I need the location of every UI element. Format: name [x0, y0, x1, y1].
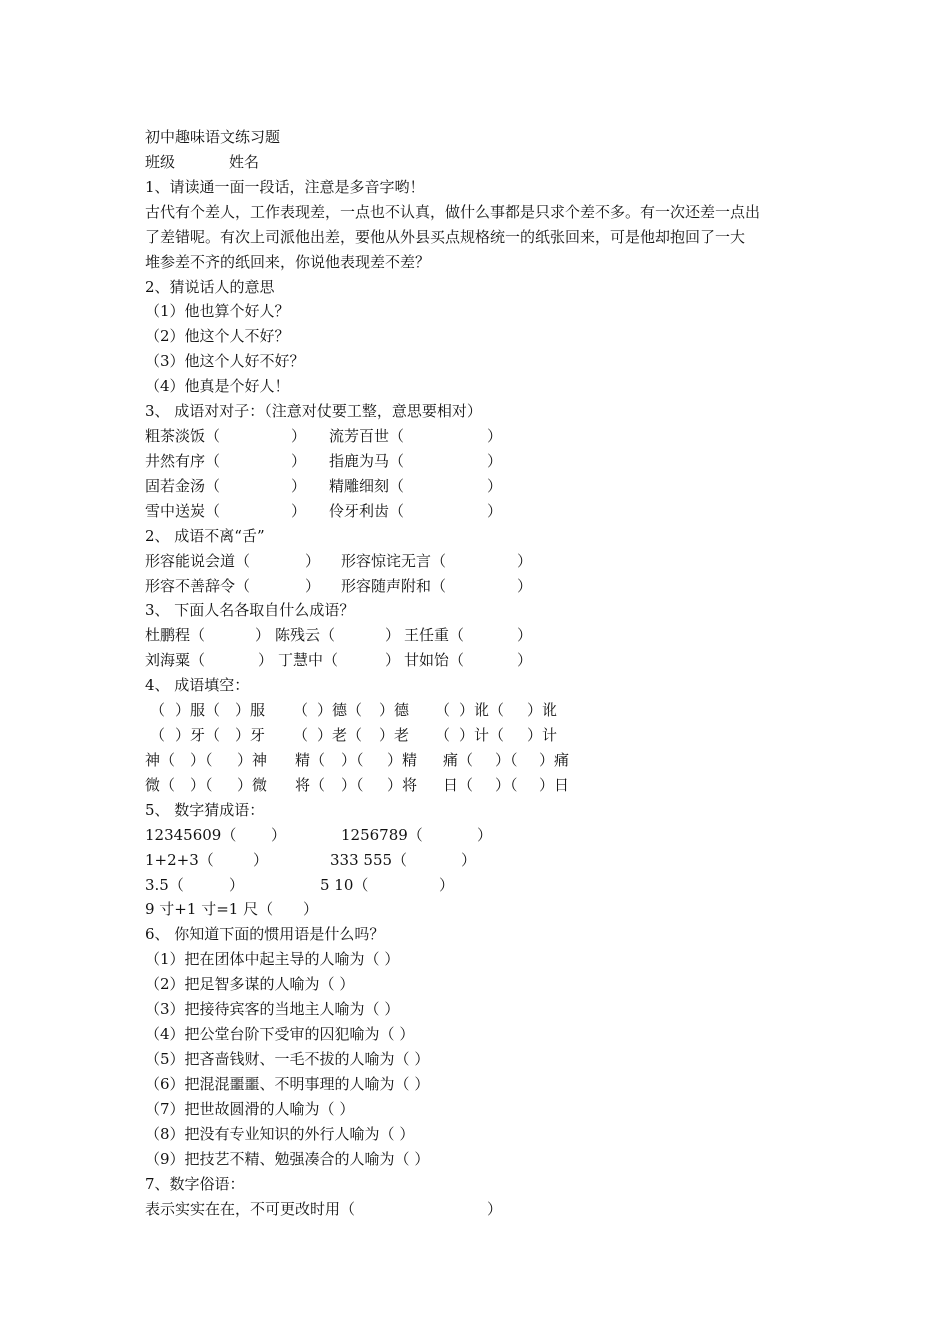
- idiom-prompt: 粗茶淡饭（: [145, 427, 221, 445]
- fill-part: （: [293, 701, 309, 719]
- number-prompt: 3.5（: [145, 876, 184, 894]
- idiom-prompt: 井然有序（: [145, 452, 221, 470]
- q8-item: （5）把吝啬钱财、一毛不拔的人喻为（ ）: [145, 1050, 430, 1068]
- idiom-prompt: 固若金汤（: [145, 477, 221, 495]
- fill-part: ）精: [387, 751, 418, 769]
- fill-part: 神（: [145, 751, 176, 769]
- bracket-close: ）: [305, 552, 321, 570]
- bracket-close: ）: [271, 826, 287, 844]
- name-prompt: 甘如饴（: [404, 651, 465, 669]
- name-prompt: 杜鹏程（: [145, 626, 206, 644]
- q2-item: （3）他这个人好不好？: [145, 352, 305, 370]
- fill-part: ）牙（: [175, 726, 221, 744]
- bracket-close: ）: [517, 552, 533, 570]
- q1-paragraph-line: 堆参差不齐的纸回来，你说他表现差不差？: [145, 253, 431, 271]
- q7-heading: 5、 数字猜成语：: [145, 801, 265, 819]
- fill-part: ）（: [190, 776, 213, 794]
- fill-part: （: [435, 701, 451, 719]
- fill-part: ）牙: [235, 726, 266, 744]
- fill-part: ）德: [379, 701, 410, 719]
- fill-part: ）讹: [527, 701, 558, 719]
- q3-heading: 3、 成语对对子：（注意对仗要工整，意思要相对）: [145, 402, 482, 420]
- fill-part: ）服（: [175, 701, 221, 719]
- bracket-close: ）: [385, 651, 401, 669]
- bracket-close: ）: [385, 626, 401, 644]
- name-prompt: 丁慧中（: [278, 651, 339, 669]
- q5-heading: 3、 下面人名各取自什么成语？: [145, 601, 355, 619]
- number-prompt: 1+2+3（: [145, 851, 214, 869]
- fill-part: ）微: [237, 776, 268, 794]
- fill-part: ）（: [495, 776, 518, 794]
- bracket-close: ）: [487, 452, 503, 470]
- fill-part: ）将: [387, 776, 418, 794]
- fill-part: ）神: [237, 751, 268, 769]
- bracket-close: ）: [439, 876, 455, 894]
- fill-part: 微（: [145, 776, 176, 794]
- bracket-close: ）: [487, 477, 503, 495]
- fill-part: ）（: [495, 751, 518, 769]
- idiom-prompt: 精雕细刻（: [329, 477, 405, 495]
- fill-part: ）德（: [317, 701, 363, 719]
- q8-item: （3）把接待宾客的当地主人喻为（ ）: [145, 1000, 400, 1018]
- number-prompt: 12345609（: [145, 826, 237, 844]
- q8-item: （2）把足智多谋的人喻为（ ）: [145, 975, 355, 993]
- bracket-close: ）: [477, 826, 493, 844]
- bracket-close: ）: [303, 900, 319, 918]
- bracket-close: ）: [258, 651, 274, 669]
- bracket-close: ）: [517, 577, 533, 595]
- q9-heading: 7、数字俗语：: [145, 1175, 245, 1193]
- q8-item: （1）把在团体中起主导的人喻为（ ）: [145, 950, 400, 968]
- fill-part: ）计（: [459, 726, 505, 744]
- fill-part: （: [150, 701, 166, 719]
- bracket-close: ）: [305, 577, 321, 595]
- q8-heading: 6、 你知道下面的惯用语是什么吗？: [145, 925, 385, 943]
- fill-part: ）老: [379, 726, 410, 744]
- idiom-prompt: 形容不善辞令（: [145, 577, 251, 595]
- fill-part: ）日: [539, 776, 570, 794]
- fill-part: 将（: [295, 776, 326, 794]
- number-prompt: 1256789（: [341, 826, 423, 844]
- fill-part: 痛（: [443, 751, 474, 769]
- name-prompt: 陈残云（: [275, 626, 336, 644]
- q2-heading: 2、猜说话人的意思: [145, 278, 275, 296]
- bracket-close: ）: [253, 851, 269, 869]
- fill-part: ）痛: [539, 751, 570, 769]
- fill-part: ）（: [341, 751, 364, 769]
- name-prompt: 王任重（: [404, 626, 465, 644]
- bracket-close: ）: [487, 427, 503, 445]
- idiom-prompt: 伶牙利齿（: [329, 502, 405, 520]
- q2-item: （2）他这个人不好？: [145, 327, 290, 345]
- name-prompt: 刘海粟（: [145, 651, 206, 669]
- number-prompt: 9 寸+1 寸=1 尺（: [145, 900, 274, 918]
- fill-part: ）（: [190, 751, 213, 769]
- q2-item: （4）他真是个好人！: [145, 377, 290, 395]
- bracket-close: ）: [487, 1200, 503, 1218]
- q2-item: （1）他也算个好人？: [145, 302, 290, 320]
- bracket-close: ）: [291, 477, 307, 495]
- idiom-prompt: 形容随声附和（: [341, 577, 447, 595]
- idiom-prompt: 形容能说会道（: [145, 552, 251, 570]
- fill-part: ）老（: [317, 726, 363, 744]
- bracket-close: ）: [291, 427, 307, 445]
- q8-item: （7）把世故圆滑的人喻为（ ）: [145, 1100, 355, 1118]
- idiom-prompt: 形容惊诧无言（: [341, 552, 447, 570]
- fill-part: 日（: [443, 776, 474, 794]
- page-title: 初中趣味语文练习题: [145, 128, 281, 146]
- bracket-close: ）: [255, 626, 271, 644]
- q1-paragraph-line: 了差错呢。有次上司派他出差，要他从外县买点规格统一的纸张回来，可是他却抱回了一大: [145, 228, 746, 246]
- idiom-prompt: 流芳百世（: [329, 427, 405, 445]
- bracket-close: ）: [487, 502, 503, 520]
- q8-item: （6）把混混噩噩、不明事理的人喻为（ ）: [145, 1075, 430, 1093]
- fill-part: （: [435, 726, 451, 744]
- q8-item: （9）把技艺不精、勉强凑合的人喻为（ ）: [145, 1150, 430, 1168]
- idiom-prompt: 指鹿为马（: [329, 452, 405, 470]
- fill-part: ）讹（: [459, 701, 505, 719]
- class-label: 班级: [145, 153, 176, 171]
- fill-part: （: [150, 726, 166, 744]
- q8-item: （8）把没有专业知识的外行人喻为（ ）: [145, 1125, 415, 1143]
- fill-part: 精（: [295, 751, 326, 769]
- q1-heading: 1、请读通一面一段话，注意是多音字哟！: [145, 178, 425, 196]
- q1-paragraph-line: 古代有个差人，工作表现差，一点也不认真，做什么事都是只求个差不多。有一次还差一点出: [145, 203, 761, 221]
- bracket-close: ）: [517, 651, 533, 669]
- q6-heading: 4、 成语填空：: [145, 676, 250, 694]
- name-label: 姓名: [229, 153, 260, 171]
- fill-part: ）（: [341, 776, 364, 794]
- bracket-close: ）: [291, 502, 307, 520]
- idiom-prompt: 雪中送炭（: [145, 502, 221, 520]
- bracket-close: ）: [517, 626, 533, 644]
- bracket-close: ）: [291, 452, 307, 470]
- number-prompt: 5 10（: [320, 876, 369, 894]
- q8-item: （4）把公堂台阶下受审的囚犯喻为（ ）: [145, 1025, 415, 1043]
- q4-heading: 2、 成语不离“舌”: [145, 527, 265, 545]
- proverb-prompt: 表示实实在在，不可更改时用（: [145, 1200, 356, 1218]
- fill-part: ）计: [527, 726, 558, 744]
- bracket-close: ）: [229, 876, 245, 894]
- number-prompt: 333 555（: [330, 851, 408, 869]
- fill-part: （: [293, 726, 309, 744]
- fill-part: ）服: [235, 701, 266, 719]
- bracket-close: ）: [461, 851, 477, 869]
